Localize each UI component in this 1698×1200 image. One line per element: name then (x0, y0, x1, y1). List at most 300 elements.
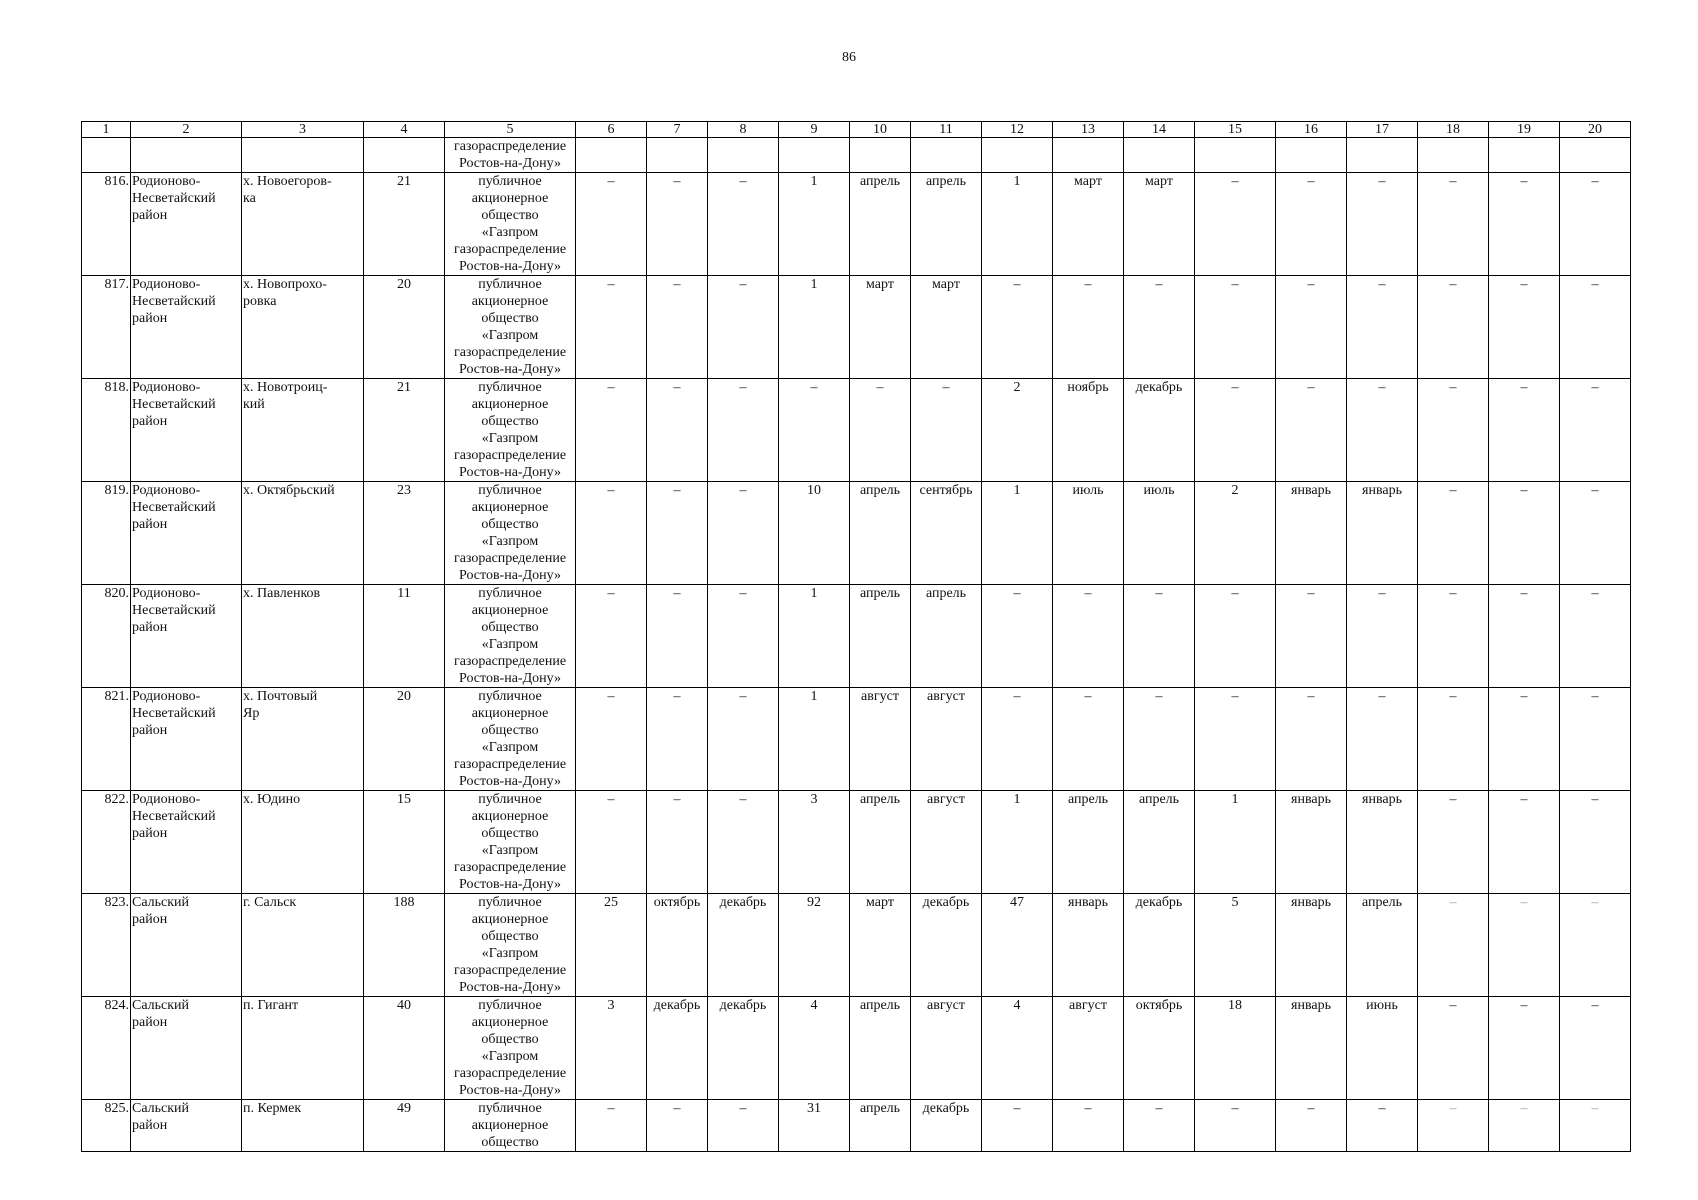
district-cell (131, 688, 242, 791)
value-cell: – (1053, 688, 1124, 791)
cell-line: х. Новоегоров- (243, 174, 332, 189)
continuation-row (82, 138, 1631, 173)
empty-cell (1489, 138, 1560, 173)
cell-line: «Газпром (481, 225, 539, 240)
value-cell: – (1418, 276, 1489, 379)
cell-line: Несветайский (132, 191, 216, 206)
cell-line: Ростов-на-Дону» (459, 259, 561, 274)
cell-line: район (132, 1015, 168, 1030)
value-cell: – (1347, 379, 1418, 482)
value-cell: – (647, 791, 708, 894)
cell-line: район (132, 723, 168, 738)
cell-line: х. Павленков (243, 586, 321, 601)
value-cell: август (911, 688, 982, 791)
cell-line: публичное (478, 895, 542, 910)
value-cell: 18 (1195, 997, 1276, 1100)
empty-cell (1276, 138, 1347, 173)
value-cell: – (1124, 276, 1195, 379)
cell-line: газораспределение (453, 448, 567, 463)
value-cell: – (1124, 688, 1195, 791)
cell-line: «Газпром (481, 637, 539, 652)
cell-line: газораспределение (453, 654, 567, 669)
value-cell: – (708, 379, 779, 482)
table-row (82, 997, 1631, 1100)
empty-cell (1418, 138, 1489, 173)
value-cell: 92 (779, 894, 850, 997)
column-number-header: 16 (1276, 122, 1347, 138)
cell-line: Родионово- (132, 174, 201, 189)
cell-line: газораспределение (453, 242, 567, 257)
value-cell: – (708, 482, 779, 585)
value-cell: – (911, 379, 982, 482)
value-cell: – (982, 276, 1053, 379)
cell-line: акционерное (471, 603, 549, 618)
value-cell: декабрь (708, 894, 779, 997)
value-cell: апрель (1124, 791, 1195, 894)
value-cell: – (1124, 585, 1195, 688)
value-cell: – (1418, 791, 1489, 894)
cell-line: публичное (478, 277, 542, 292)
value-cell: январь (1347, 791, 1418, 894)
value-cell: – (1347, 1100, 1418, 1152)
value-cell: – (708, 173, 779, 276)
data-table (81, 121, 1631, 1152)
value-cell: – (647, 585, 708, 688)
cell-line: «Газпром (481, 946, 539, 961)
settlement-cell (242, 276, 364, 379)
settlement-cell (242, 894, 364, 997)
value-cell: январь (1053, 894, 1124, 997)
column-number-header: 4 (364, 122, 445, 138)
cell-line: Несветайский (132, 500, 216, 515)
cell-line: «Газпром (481, 1049, 539, 1064)
value-cell: – (1560, 791, 1631, 894)
table-row (82, 379, 1631, 482)
value-cell: апрель (850, 585, 911, 688)
empty-cell (131, 138, 242, 173)
cell-line: район (132, 517, 168, 532)
column-number-header: 19 (1489, 122, 1560, 138)
value-cell: – (1195, 173, 1276, 276)
value-cell: – (1418, 379, 1489, 482)
value-cell: – (1560, 894, 1631, 997)
cell-line: публичное (478, 792, 542, 807)
value-cell: – (1418, 173, 1489, 276)
value-cell: – (1560, 688, 1631, 791)
cell-line: Несветайский (132, 397, 216, 412)
value-cell: 5 (1195, 894, 1276, 997)
value-cell: – (1418, 585, 1489, 688)
count-cell: 20 (364, 276, 445, 379)
value-cell: 1 (1195, 791, 1276, 894)
cell-line: акционерное (471, 294, 549, 309)
count-cell: 11 (364, 585, 445, 688)
empty-cell (1347, 138, 1418, 173)
value-cell: январь (1276, 894, 1347, 997)
value-cell: апрель (911, 585, 982, 688)
value-cell: – (647, 379, 708, 482)
cell-line: х. Почтовый (243, 689, 318, 704)
value-cell: – (647, 1100, 708, 1152)
district-cell (131, 585, 242, 688)
value-cell: август (911, 997, 982, 1100)
value-cell: – (982, 1100, 1053, 1152)
value-cell: 1 (982, 482, 1053, 585)
value-cell: – (1418, 997, 1489, 1100)
value-cell: октябрь (647, 894, 708, 997)
value-cell: – (1195, 1100, 1276, 1152)
organization-cell (445, 138, 576, 173)
cell-line: Несветайский (132, 603, 216, 618)
cell-line: «Газпром (481, 740, 539, 755)
column-number-row (82, 122, 1631, 138)
row-number-cell: 824. (82, 997, 131, 1100)
column-number-header: 8 (708, 122, 779, 138)
value-cell: апрель (850, 791, 911, 894)
cell-line: общество (481, 1032, 539, 1047)
value-cell: – (708, 688, 779, 791)
value-cell: – (1276, 688, 1347, 791)
row-number-cell: 820. (82, 585, 131, 688)
count-cell: 23 (364, 482, 445, 585)
cell-line: общество (481, 929, 539, 944)
value-cell: 3 (779, 791, 850, 894)
value-cell: – (708, 276, 779, 379)
column-number-header: 5 (445, 122, 576, 138)
cell-line: Родионово- (132, 483, 201, 498)
district-cell (131, 173, 242, 276)
column-number-header: 17 (1347, 122, 1418, 138)
column-number-header: 3 (242, 122, 364, 138)
table-row (82, 276, 1631, 379)
empty-cell (708, 138, 779, 173)
value-cell: декабрь (647, 997, 708, 1100)
value-cell: апрель (850, 997, 911, 1100)
empty-cell (647, 138, 708, 173)
cell-line: акционерное (471, 500, 549, 515)
value-cell: – (708, 791, 779, 894)
cell-line: общество (481, 723, 539, 738)
organization-cell (445, 791, 576, 894)
row-number-cell: 816. (82, 173, 131, 276)
empty-cell (576, 138, 647, 173)
cell-line: район (132, 208, 168, 223)
value-cell: – (647, 276, 708, 379)
column-number-header: 13 (1053, 122, 1124, 138)
cell-line: акционерное (471, 1118, 549, 1133)
settlement-cell (242, 379, 364, 482)
value-cell: – (982, 585, 1053, 688)
cell-line: акционерное (471, 809, 549, 824)
value-cell: – (1053, 1100, 1124, 1152)
cell-line: Ростов-на-Дону» (459, 156, 561, 171)
row-number-cell: 818. (82, 379, 131, 482)
value-cell: – (708, 1100, 779, 1152)
value-cell: – (982, 688, 1053, 791)
empty-cell (1053, 138, 1124, 173)
value-cell: август (1053, 997, 1124, 1100)
value-cell: июнь (1347, 997, 1418, 1100)
cell-line: Яр (243, 706, 260, 721)
value-cell: – (1560, 585, 1631, 688)
value-cell: – (1489, 379, 1560, 482)
value-cell: – (576, 1100, 647, 1152)
row-number-cell: 819. (82, 482, 131, 585)
value-cell: март (911, 276, 982, 379)
value-cell: – (1489, 688, 1560, 791)
row-number-cell: 825. (82, 1100, 131, 1152)
value-cell: – (576, 173, 647, 276)
value-cell: октябрь (1124, 997, 1195, 1100)
count-cell: 21 (364, 379, 445, 482)
column-number-header: 2 (131, 122, 242, 138)
value-cell: – (1489, 791, 1560, 894)
cell-line: Несветайский (132, 809, 216, 824)
value-cell: – (1489, 1100, 1560, 1152)
column-number-header: 18 (1418, 122, 1489, 138)
cell-line: район (132, 311, 168, 326)
value-cell: – (1560, 276, 1631, 379)
value-cell: – (1489, 482, 1560, 585)
cell-line: общество (481, 620, 539, 635)
cell-line: газораспределение (453, 139, 567, 154)
organization-cell (445, 585, 576, 688)
cell-line: общество (481, 1135, 539, 1150)
district-cell (131, 379, 242, 482)
value-cell: апрель (850, 173, 911, 276)
value-cell: март (1124, 173, 1195, 276)
row-number-cell: 817. (82, 276, 131, 379)
cell-line: публичное (478, 1101, 542, 1116)
cell-line: акционерное (471, 191, 549, 206)
district-cell (131, 1100, 242, 1152)
cell-line: акционерное (471, 1015, 549, 1030)
column-number-header: 15 (1195, 122, 1276, 138)
value-cell: 10 (779, 482, 850, 585)
table-row (82, 1100, 1631, 1152)
column-number-header: 6 (576, 122, 647, 138)
table-row (82, 791, 1631, 894)
value-cell: – (647, 482, 708, 585)
empty-cell (850, 138, 911, 173)
cell-line: акционерное (471, 912, 549, 927)
table-row (82, 894, 1631, 997)
cell-line: газораспределение (453, 1066, 567, 1081)
cell-line: «Газпром (481, 328, 539, 343)
value-cell: – (779, 379, 850, 482)
value-cell: март (850, 276, 911, 379)
column-number-header: 9 (779, 122, 850, 138)
value-cell: – (1195, 585, 1276, 688)
district-cell (131, 997, 242, 1100)
value-cell: март (1053, 173, 1124, 276)
value-cell: июль (1124, 482, 1195, 585)
cell-line: общество (481, 414, 539, 429)
value-cell: 2 (982, 379, 1053, 482)
value-cell: – (576, 482, 647, 585)
cell-line: газораспределение (453, 757, 567, 772)
cell-line: Родионово- (132, 277, 201, 292)
value-cell: – (1276, 379, 1347, 482)
cell-line: х. Новопрохо- (243, 277, 327, 292)
district-cell (131, 276, 242, 379)
district-cell (131, 894, 242, 997)
cell-line: Ростов-на-Дону» (459, 877, 561, 892)
value-cell: – (576, 688, 647, 791)
value-cell: – (1276, 585, 1347, 688)
value-cell: 1 (982, 173, 1053, 276)
empty-cell (1195, 138, 1276, 173)
settlement-cell (242, 688, 364, 791)
value-cell: 3 (576, 997, 647, 1100)
count-cell: 20 (364, 688, 445, 791)
cell-line: х. Октябрьский (243, 483, 335, 498)
cell-line: «Газпром (481, 843, 539, 858)
cell-line: публичное (478, 998, 542, 1013)
value-cell: 2 (1195, 482, 1276, 585)
table-row (82, 482, 1631, 585)
settlement-cell (242, 585, 364, 688)
value-cell: 1 (982, 791, 1053, 894)
cell-line: г. Сальск (243, 895, 297, 910)
district-cell (131, 791, 242, 894)
value-cell: – (1489, 997, 1560, 1100)
value-cell: 25 (576, 894, 647, 997)
cell-line: публичное (478, 689, 542, 704)
cell-line: Ростов-на-Дону» (459, 568, 561, 583)
table-body (82, 138, 1631, 1152)
value-cell: январь (1276, 791, 1347, 894)
cell-line: «Газпром (481, 431, 539, 446)
column-number-header: 10 (850, 122, 911, 138)
cell-line: общество (481, 208, 539, 223)
value-cell: – (576, 276, 647, 379)
cell-line: Несветайский (132, 294, 216, 309)
cell-line: Родионово- (132, 380, 201, 395)
value-cell: 1 (779, 688, 850, 791)
value-cell: – (1560, 482, 1631, 585)
cell-line: публичное (478, 174, 542, 189)
settlement-cell (242, 997, 364, 1100)
value-cell: декабрь (1124, 379, 1195, 482)
value-cell: – (647, 173, 708, 276)
value-cell: – (1276, 276, 1347, 379)
cell-line: газораспределение (453, 963, 567, 978)
value-cell: август (911, 791, 982, 894)
value-cell: – (1053, 276, 1124, 379)
cell-line: район (132, 912, 168, 927)
cell-line: общество (481, 517, 539, 532)
cell-line: Ростов-на-Дону» (459, 774, 561, 789)
cell-line: п. Гигант (243, 998, 299, 1013)
cell-line: общество (481, 311, 539, 326)
value-cell: март (850, 894, 911, 997)
empty-cell (911, 138, 982, 173)
cell-line: газораспределение (453, 551, 567, 566)
value-cell: – (1560, 997, 1631, 1100)
column-number-header: 1 (82, 122, 131, 138)
empty-cell (982, 138, 1053, 173)
empty-cell (82, 138, 131, 173)
value-cell: апрель (850, 482, 911, 585)
cell-line: газораспределение (453, 345, 567, 360)
value-cell: июль (1053, 482, 1124, 585)
table-row (82, 688, 1631, 791)
value-cell: январь (1276, 482, 1347, 585)
cell-line: публичное (478, 380, 542, 395)
empty-cell (1560, 138, 1631, 173)
organization-cell (445, 482, 576, 585)
row-number-cell: 821. (82, 688, 131, 791)
page-number: 86 (842, 50, 856, 65)
cell-line: ровка (243, 294, 277, 309)
value-cell: январь (1347, 482, 1418, 585)
cell-line: Ростов-на-Дону» (459, 671, 561, 686)
settlement-cell (242, 1100, 364, 1152)
value-cell: – (1053, 585, 1124, 688)
cell-line: Ростов-на-Дону» (459, 1083, 561, 1098)
organization-cell (445, 688, 576, 791)
cell-line: кий (243, 397, 265, 412)
value-cell: – (850, 379, 911, 482)
value-cell: сентябрь (911, 482, 982, 585)
value-cell: апрель (1347, 894, 1418, 997)
cell-line: Сальский (132, 1101, 190, 1116)
cell-line: публичное (478, 483, 542, 498)
cell-line: Сальский (132, 998, 190, 1013)
organization-cell (445, 379, 576, 482)
table-row (82, 585, 1631, 688)
cell-line: Ростов-на-Дону» (459, 465, 561, 480)
value-cell: – (1195, 379, 1276, 482)
value-cell: – (1276, 173, 1347, 276)
value-cell: – (1418, 1100, 1489, 1152)
row-number-cell: 823. (82, 894, 131, 997)
value-cell: – (1489, 173, 1560, 276)
value-cell: 1 (779, 173, 850, 276)
value-cell: 4 (982, 997, 1053, 1100)
cell-line: акционерное (471, 706, 549, 721)
value-cell: декабрь (1124, 894, 1195, 997)
count-cell: 188 (364, 894, 445, 997)
value-cell: декабрь (911, 1100, 982, 1152)
value-cell: – (1560, 1100, 1631, 1152)
count-cell: 21 (364, 173, 445, 276)
empty-cell (364, 138, 445, 173)
value-cell: – (708, 585, 779, 688)
column-number-header: 11 (911, 122, 982, 138)
value-cell: август (850, 688, 911, 791)
settlement-cell (242, 173, 364, 276)
cell-line: акционерное (471, 397, 549, 412)
cell-line: район (132, 826, 168, 841)
value-cell: – (1418, 482, 1489, 585)
value-cell: 47 (982, 894, 1053, 997)
value-cell: – (647, 688, 708, 791)
cell-line: Родионово- (132, 689, 201, 704)
column-number-header: 20 (1560, 122, 1631, 138)
value-cell: январь (1276, 997, 1347, 1100)
district-cell (131, 482, 242, 585)
organization-cell (445, 1100, 576, 1152)
value-cell: апрель (911, 173, 982, 276)
value-cell: – (1418, 688, 1489, 791)
organization-cell (445, 894, 576, 997)
value-cell: – (1276, 1100, 1347, 1152)
count-cell: 49 (364, 1100, 445, 1152)
value-cell: – (1124, 1100, 1195, 1152)
empty-cell (1124, 138, 1195, 173)
